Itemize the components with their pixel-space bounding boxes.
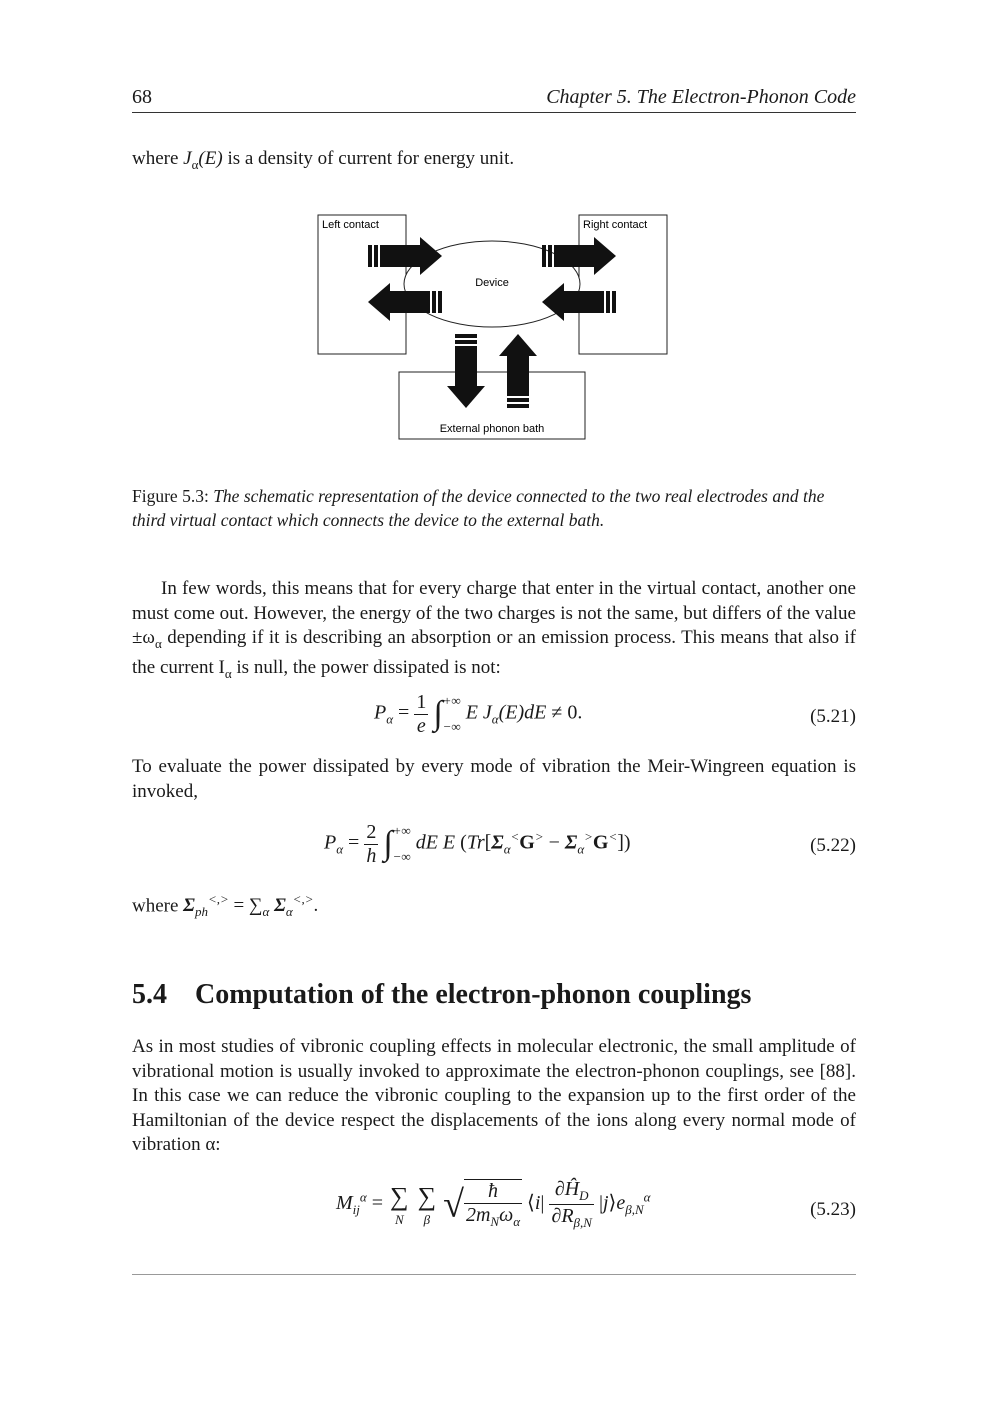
paragraph-1-b: depending if it is describing an absorption or an emission process. This means that also if the current I (132, 627, 856, 679)
device-label: Device (475, 277, 509, 289)
equation-5-21: $P_\alpha$ = $\frac{1}{e}$ ∫+∞ −∞ E $J_\alpha(E)dE \ne 0$. (374, 690, 583, 737)
section-title: Computation of the electron-phonon couplings (195, 979, 752, 1010)
figure-schematic (312, 208, 674, 448)
bath-down-arrow (447, 334, 485, 408)
left-contact-label: Left contact (322, 219, 379, 231)
paragraph-2: To evaluate the power dissipated by every mode of vibration the Meir-Wingreen equation is invoked, (132, 756, 856, 802)
caption-text: The schematic representation of the device connected to the two real electrodes and the third virtual contact which connects the device to the external bath. (132, 486, 825, 530)
figure-caption (132, 484, 856, 532)
intro-prefix: where (132, 148, 179, 169)
bath-label: External phonon bath (439, 423, 545, 435)
intro-math: J (183, 148, 192, 169)
equation-5-22: $P_\alpha$ = $\frac{2}{h}$ ∫+∞ −∞ dE E $(Tr[\Sigma_\alpha^<G^> - \Sigma_\alpha^>G^<])$ (324, 820, 631, 867)
intro-math-sub: α (191, 156, 199, 172)
bath-up-arrow (499, 334, 537, 408)
equation-number-5-21: (5.21) (810, 706, 856, 727)
where-line: where $\Sigma_{ph}^{<,>} = \sum_\alpha$ $\Sigma_\alpha^{<,>}$. (132, 892, 319, 920)
footer-rule (132, 1274, 856, 1275)
intro-suffix: is a density of current for energy unit. (227, 148, 515, 169)
left-contact-box (318, 215, 406, 354)
where-prefix: where (132, 895, 179, 917)
paragraph-1 (132, 577, 856, 687)
paragraph-1-sub2: α (224, 666, 232, 682)
section-heading (132, 979, 751, 1011)
running-header: Chapter 5. The Electron-Phonon Code (546, 86, 856, 108)
header-rule (132, 112, 856, 113)
paragraph-3: As in most studies of vibronic coupling effects in molecular electronic, the small amplitude of vibrational motion is usually invoked to approximate the electron-phonon couplings, see [88]. In this case we can reduce the vibronic coupling to the expansion up to the first order of the Hamiltonian of the device respect the displacements of the ions along every normal mode of vibration α: (132, 1036, 856, 1155)
equation-number-5-23: (5.23) (810, 1199, 856, 1220)
intro-math-arg: (E) (198, 148, 223, 169)
right-contact-label: Right contact (583, 219, 648, 231)
right-contact-box (579, 215, 667, 354)
section-number: 5.4 (132, 979, 167, 1010)
paragraph-1-c: is null, the power dissipated is not: (231, 657, 501, 679)
caption-label: Figure 5.3: (132, 486, 209, 506)
paragraph-1-sub: α (154, 635, 162, 651)
page-number: 68 (132, 86, 152, 108)
equation-5-23: $M_{ij}^\alpha$ = ∑ N ∑ β √ $\frac{ħ}{2m_N\omega_\alpha}$ ⟨i| $\frac{\partial Ĥ_D}{\partial R_{\beta,N}}$ $|j⟩e_{\beta,N}^\alpha$ (336, 1178, 651, 1230)
paragraph-1-a: In few words, this means that for every charge that enter in the virtual contact, another one must come out. However, the energy of the two charges is not the same, but differs of the value ±ω (132, 578, 856, 648)
equation-number-5-22: (5.22) (810, 835, 856, 856)
intro-line (132, 147, 856, 177)
